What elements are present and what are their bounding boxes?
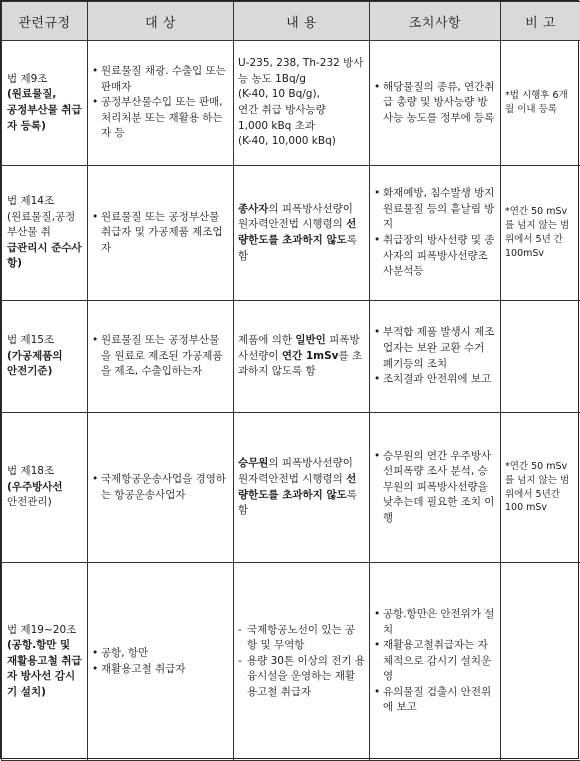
regulation-title: (원료물질,공정부산물 취 (7, 210, 83, 241)
note-cell: *연간 50 mSv를 넘지 않는 범위에서 5년 간 100mSv (501, 166, 580, 301)
action-item: • 해당물질의 종류, 연간취급 총량 및 방사능량 방사능 농도를 정부에 등록 (374, 80, 496, 127)
regulation-title: (공항.항만 및 재활용고철 취급자 방사선 감시기 설치) (7, 638, 83, 700)
content-text: 록 함 (238, 234, 357, 262)
action-cell (370, 563, 501, 761)
content-line: (K-40, 10,000 kBq) (238, 134, 365, 150)
content-cell (234, 301, 370, 413)
regulation-title: (우주방사선 (7, 480, 83, 496)
action-cell (370, 166, 501, 301)
action-item: • 재활용고철취급자는 자체적으로 감시기 설치운영 (374, 638, 496, 685)
table-row (2, 41, 580, 166)
action-cell (370, 41, 501, 166)
content-cell (234, 413, 370, 563)
regulation-title: (가공제품의 (7, 349, 83, 365)
target-item: • 공정부산물수입 또는 판매, 처리처분 또는 재활용 하는 자 등 (92, 95, 229, 142)
regulation-title: (원료물질, (7, 87, 83, 103)
content-bold: 종사자 (238, 203, 268, 215)
regulation-article: 법 제19~20조 (7, 623, 83, 639)
target-cell (88, 301, 234, 413)
target-item: • 원료물질 또는 공정부산물 취급자 및 가공제품 제조업자 (92, 210, 229, 257)
note-cell: *연간 50 mSv를 넘지 않는 범위에서 5년간 100 mSv (501, 413, 580, 563)
content-cell (234, 166, 370, 301)
action-cell (370, 301, 501, 413)
content-text: 의 피폭방사선량이 원자력안전법 시행령의 (238, 203, 353, 231)
content-line: 1,000 kBq 초과 (238, 119, 365, 135)
content-cell (234, 563, 370, 761)
target-item: • 원료물질 채광. 수출입 또는 판매자 (92, 64, 229, 95)
regulation-article: 법 제9조 (7, 72, 83, 88)
regulation-article: 법 제15조 (7, 333, 83, 349)
content-bold: 일반인 (295, 334, 325, 346)
content-bold: 승무원 (238, 457, 268, 469)
regulation-title-cont: 안전기준) (7, 364, 83, 380)
regulation-cell (2, 41, 88, 166)
action-item: • 승무원의 연간 우주방사선피폭량 조사 분석, 승무원의 피폭방사선량을 낮추는데 필요한 조치 이행 (374, 449, 496, 527)
action-item: • 조치결과 안전위에 보고 (374, 372, 496, 388)
target-cell (88, 166, 234, 301)
table-row (2, 166, 580, 301)
content-text: 를 초과하지 않도록 함 (238, 350, 362, 378)
table-row (2, 301, 580, 413)
action-item: • 유의물질 검출시 안전위에 보고 (374, 685, 496, 716)
regulation-article: 법 제14조 (7, 194, 83, 210)
regulation-cell (2, 166, 88, 301)
action-cell (370, 413, 501, 563)
header-action: 조치사항 (370, 2, 501, 41)
target-cell (88, 563, 234, 761)
note-cell (501, 301, 580, 413)
header-note: 비 고 (501, 2, 580, 41)
content-bold: 연간 1mSv (282, 350, 339, 362)
content-bold: 선량한도를 초과하지 않도 (238, 218, 356, 246)
header-regulation: 관련규정 (2, 2, 88, 41)
header-target: 대 상 (88, 2, 234, 41)
header-row (2, 2, 580, 41)
regulation-title-cont: 안전관리) (7, 495, 83, 511)
content-text: 록 함 (238, 489, 357, 517)
content-line: U-235, 238, Th-232 방사능 농도 1Bq/g (238, 56, 365, 87)
action-item: • 부적합 제품 발생시 제조업자는 보완 교환 수거 폐기등의 조치 (374, 325, 496, 372)
regulation-cell (2, 413, 88, 563)
target-item: • 공항, 항만 (92, 646, 229, 662)
table-row (2, 413, 580, 563)
note-cell: *법 시행후 6개월 이내 등록 (501, 41, 580, 166)
table-row (2, 563, 580, 761)
content-text: 의 피폭방사선량이 원자력안전법 시행령의 (238, 457, 353, 485)
regulation-cell (2, 301, 88, 413)
action-item: • 화재예방, 침수발생 방지 원료물질 등의 흩날림 방지 (374, 186, 496, 233)
target-item: • 재활용고철 취급자 (92, 662, 229, 678)
content-cell (234, 41, 370, 166)
action-item: • 공항.항만은 안전위가 설치 (374, 607, 496, 638)
action-item: • 취급장의 방사선량 및 종사자의 피폭방사선량조사분석등 (374, 233, 496, 280)
target-cell (88, 413, 234, 563)
target-item: • 원료물질 또는 공정부산물을 원료로 제조된 가공제품을 제조, 수출입하는자 (92, 333, 229, 380)
content-item: - 용량 30톤 이상의 전기 용융시설을 운영하는 재활용고철 취급자 (238, 654, 365, 701)
content-line: (K-40, 10 Bq/g), (238, 87, 365, 103)
regulation-title-cont: 급관리시 준수사항) (7, 241, 83, 272)
note-cell (501, 563, 580, 761)
header-content: 내 용 (234, 2, 370, 41)
content-text: 피폭방사선량이 (238, 334, 360, 362)
content-bold: 선량한도를 초과하지 않도 (238, 473, 356, 501)
target-item: • 국제항공운송사업을 경영하는 항공운송사업자 (92, 472, 229, 503)
target-cell (88, 41, 234, 166)
content-item: - 국제항공노선이 있는 공항 및 무역항 (238, 623, 365, 654)
content-line: 연간 취급 방사능량 (238, 103, 365, 119)
content-text: 제품에 의한 (238, 334, 295, 346)
regulation-title-cont: 공정부산물 취급자 등록) (7, 103, 83, 134)
regulation-cell (2, 563, 88, 761)
regulation-article: 법 제18조 (7, 464, 83, 480)
